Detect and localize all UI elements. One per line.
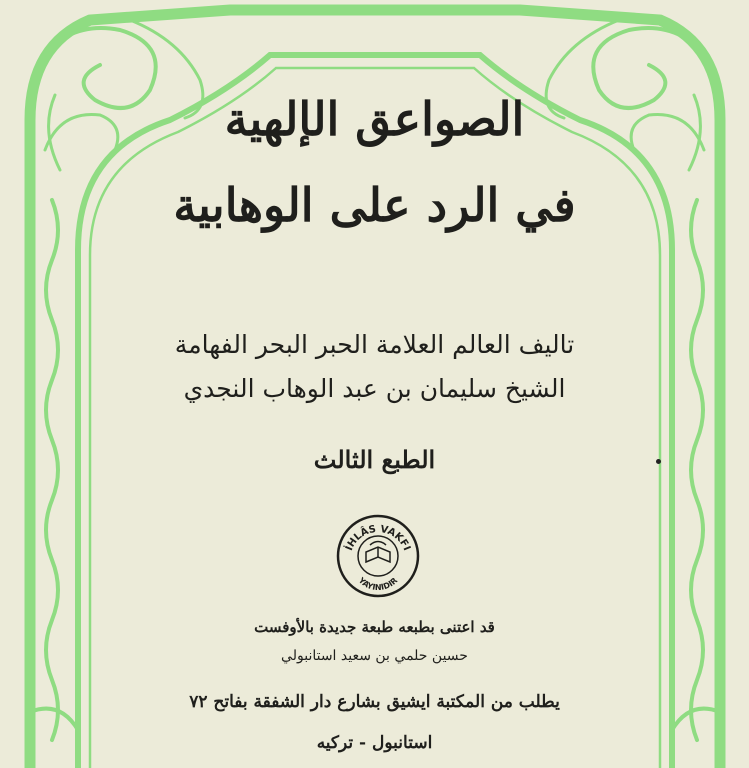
publisher-seal-logo xyxy=(336,514,420,598)
order-address: يطلب من المكتبة ايشيق بشارع دار الشفقة بفاتح ٧٢ xyxy=(189,692,560,712)
svg-text:YAYINIDIR: YAYINIDIR xyxy=(356,575,400,593)
book-title-line-1: الصواعق الإلهية xyxy=(224,92,525,146)
svg-text:İHLÂS VAKFI: İHLÂS VAKFI xyxy=(343,523,413,553)
publisher-name: حسين حلمي بن سعيد استانبولي xyxy=(281,648,468,664)
book-title-line-2: في الرد على الوهابية xyxy=(173,178,576,232)
city-country: استانبول - تركيه xyxy=(316,733,433,753)
author-line-2: الشيخ سليمان بن عبد الوهاب النجدي xyxy=(183,374,566,403)
ink-dot xyxy=(656,459,661,464)
reprint-note: قد اعتنى بطبعه طبعة جديدة بالأوفست xyxy=(254,618,495,636)
author-line-1: تاليف العالم العلامة الحبر البحر الفهامة xyxy=(174,330,575,359)
edition-label: الطبع الثالث xyxy=(313,445,436,474)
